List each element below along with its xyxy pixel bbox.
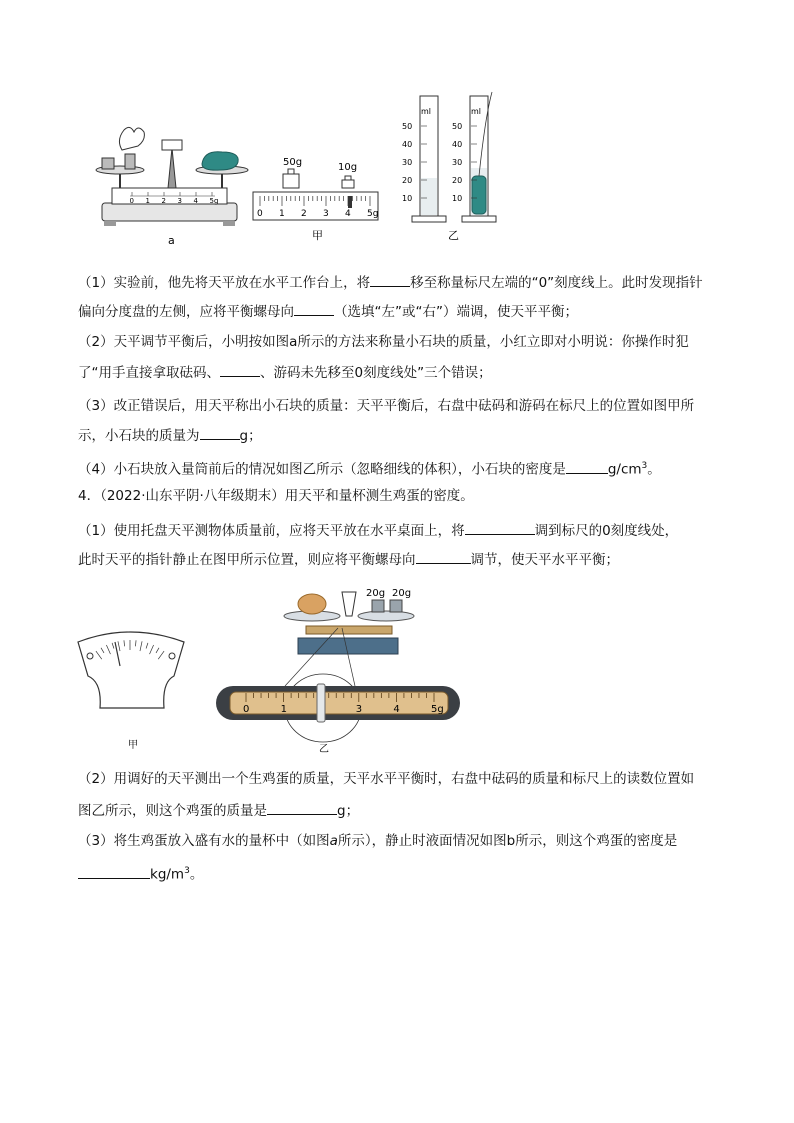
cyl-tick-label: 30 <box>402 158 413 167</box>
ruler-tick-label: 4 <box>345 209 351 219</box>
beam-tick-label: 1 <box>145 197 150 205</box>
ruler-tick-label: 1 <box>279 209 285 219</box>
cyl-tick-label: 20 <box>452 176 463 185</box>
caption-yi: 乙 <box>448 229 459 242</box>
cyl-tick-label: 50 <box>452 122 463 131</box>
answer-blank[interactable] <box>294 301 334 316</box>
weight-10g-label: 10g <box>338 162 358 173</box>
ruler-tick-label: 1 <box>280 704 287 715</box>
cylinder-diagram-yi <box>402 92 496 242</box>
q4-part3-line1: （3）将生鸡蛋放入盛有水的量杯中（如图a所示），静止时液面情况如图b所示，则这个鸡蛋的密度是 <box>78 833 678 849</box>
answer-blank[interactable] <box>566 459 608 474</box>
beam-tick-label: 3 <box>177 197 182 205</box>
q4-part3-line2: $kg/m^3$。 <box>78 861 203 885</box>
ruler-tick-label: 2 <box>301 209 307 219</box>
cyl-tick-label: 40 <box>452 140 463 149</box>
q3-part2-line1: （2）天平调节平衡后，小明按如图a所示的方法来称量小石块的质量，小红立即对小明说：你操作时犯 <box>78 334 689 350</box>
q3-part4: （4）小石块放入量筒前后的情况如图乙所示（忽略细线的体积），小石块的密度是 $g/cm^3$。 <box>78 456 661 480</box>
beam-tick-label: 2 <box>161 197 166 205</box>
answer-blank[interactable] <box>370 272 410 287</box>
balance-diagram-a <box>96 127 248 247</box>
rider <box>348 196 352 208</box>
ruler-tick-label: 3 <box>355 704 363 715</box>
cyl-tick-label: 20 <box>402 176 413 185</box>
q4-part2-line2: 图乙所示，则这个鸡蛋的质量是 g； <box>78 800 359 821</box>
beam-tick-label: 0 <box>129 197 134 205</box>
beam-tick-label: 4 <box>193 197 198 205</box>
cyl-tick-label: 10 <box>402 194 413 203</box>
q4-part1-line2: 此时天平的指针静止在图甲所示位置，则应将平衡螺母向 调节，使天平水平平衡； <box>78 549 619 570</box>
ruler-tick-label: 5g <box>367 209 379 219</box>
q3-part3-line1: （3）改正错误后，用天平称出小石块的质量：天平平衡后，右盘中砝码和游码在标尺上的位置如图甲所 <box>78 398 695 414</box>
ruler-tick-label: 3 <box>323 209 329 219</box>
cyl-tick-label: 40 <box>402 140 413 149</box>
rider-2 <box>317 684 325 722</box>
q3-part1-line1: （1）实验前，他先将天平放在水平工作台上，将 移至称量标尺左端的“0”刻度线上。此时发现指针 <box>78 272 703 293</box>
caption-yi-2: 乙 <box>319 744 329 755</box>
caption-jia: 甲 <box>312 229 323 242</box>
q4-part2-line1: （2）用调好的天平测出一个生鸡蛋的质量，天平水平平衡时，右盘中砝码的质量和标尺上的读数位置如 <box>78 771 695 787</box>
q4-part1-line1: （1）使用托盘天平测物体质量前，应将天平放在水平桌面上，将 调到标尺的0刻度线处， <box>78 520 678 541</box>
caption-a: a <box>168 234 175 247</box>
cyl-left-unit: ml <box>421 107 432 116</box>
answer-blank[interactable] <box>416 549 471 564</box>
figure-1 <box>90 88 510 248</box>
beam-tick-label: 5g <box>209 197 219 205</box>
answer-blank[interactable] <box>465 520 535 535</box>
ruler-tick-label: 4 <box>393 704 400 715</box>
ruler-tick-label: 5g <box>431 704 444 715</box>
answer-blank[interactable] <box>78 864 150 879</box>
weight-20g-label-1: 20g <box>366 588 386 599</box>
weight-20g-label-2: 20g <box>392 588 412 599</box>
cyl-right-unit: ml <box>471 107 482 116</box>
balance-diagram-yi <box>216 588 460 755</box>
q4-title: 4．（2022·山东平阴·八年级期末）用天平和量杯测生鸡蛋的密度。 <box>78 488 474 504</box>
figure-2 <box>70 580 470 758</box>
ruler-tick-label: 0 <box>243 704 250 715</box>
dial-diagram-jia <box>78 632 184 751</box>
answer-blank[interactable] <box>200 425 240 440</box>
cyl-tick-label: 30 <box>452 158 463 167</box>
q3-part2-line2: 了“用手直接拿取砝码、 、游码未先移至0刻度线处”三个错误； <box>78 362 492 383</box>
answer-blank[interactable] <box>220 362 260 377</box>
answer-blank[interactable] <box>267 800 337 815</box>
caption-jia-2: 甲 <box>128 740 138 751</box>
ruler-tick-label: 0 <box>257 209 263 219</box>
q3-part3-line2: 示，小石块的质量为 g； <box>78 425 262 446</box>
q3-part1-line2: 偏向分度盘的左侧，应将平衡螺母向 （选填“左”或“右”）端调，使天平平衡； <box>78 301 578 322</box>
cyl-tick-label: 50 <box>402 122 413 131</box>
cyl-tick-label: 10 <box>452 194 463 203</box>
ruler-diagram-jia <box>253 157 378 242</box>
weight-50g-label: 50g <box>283 157 303 168</box>
